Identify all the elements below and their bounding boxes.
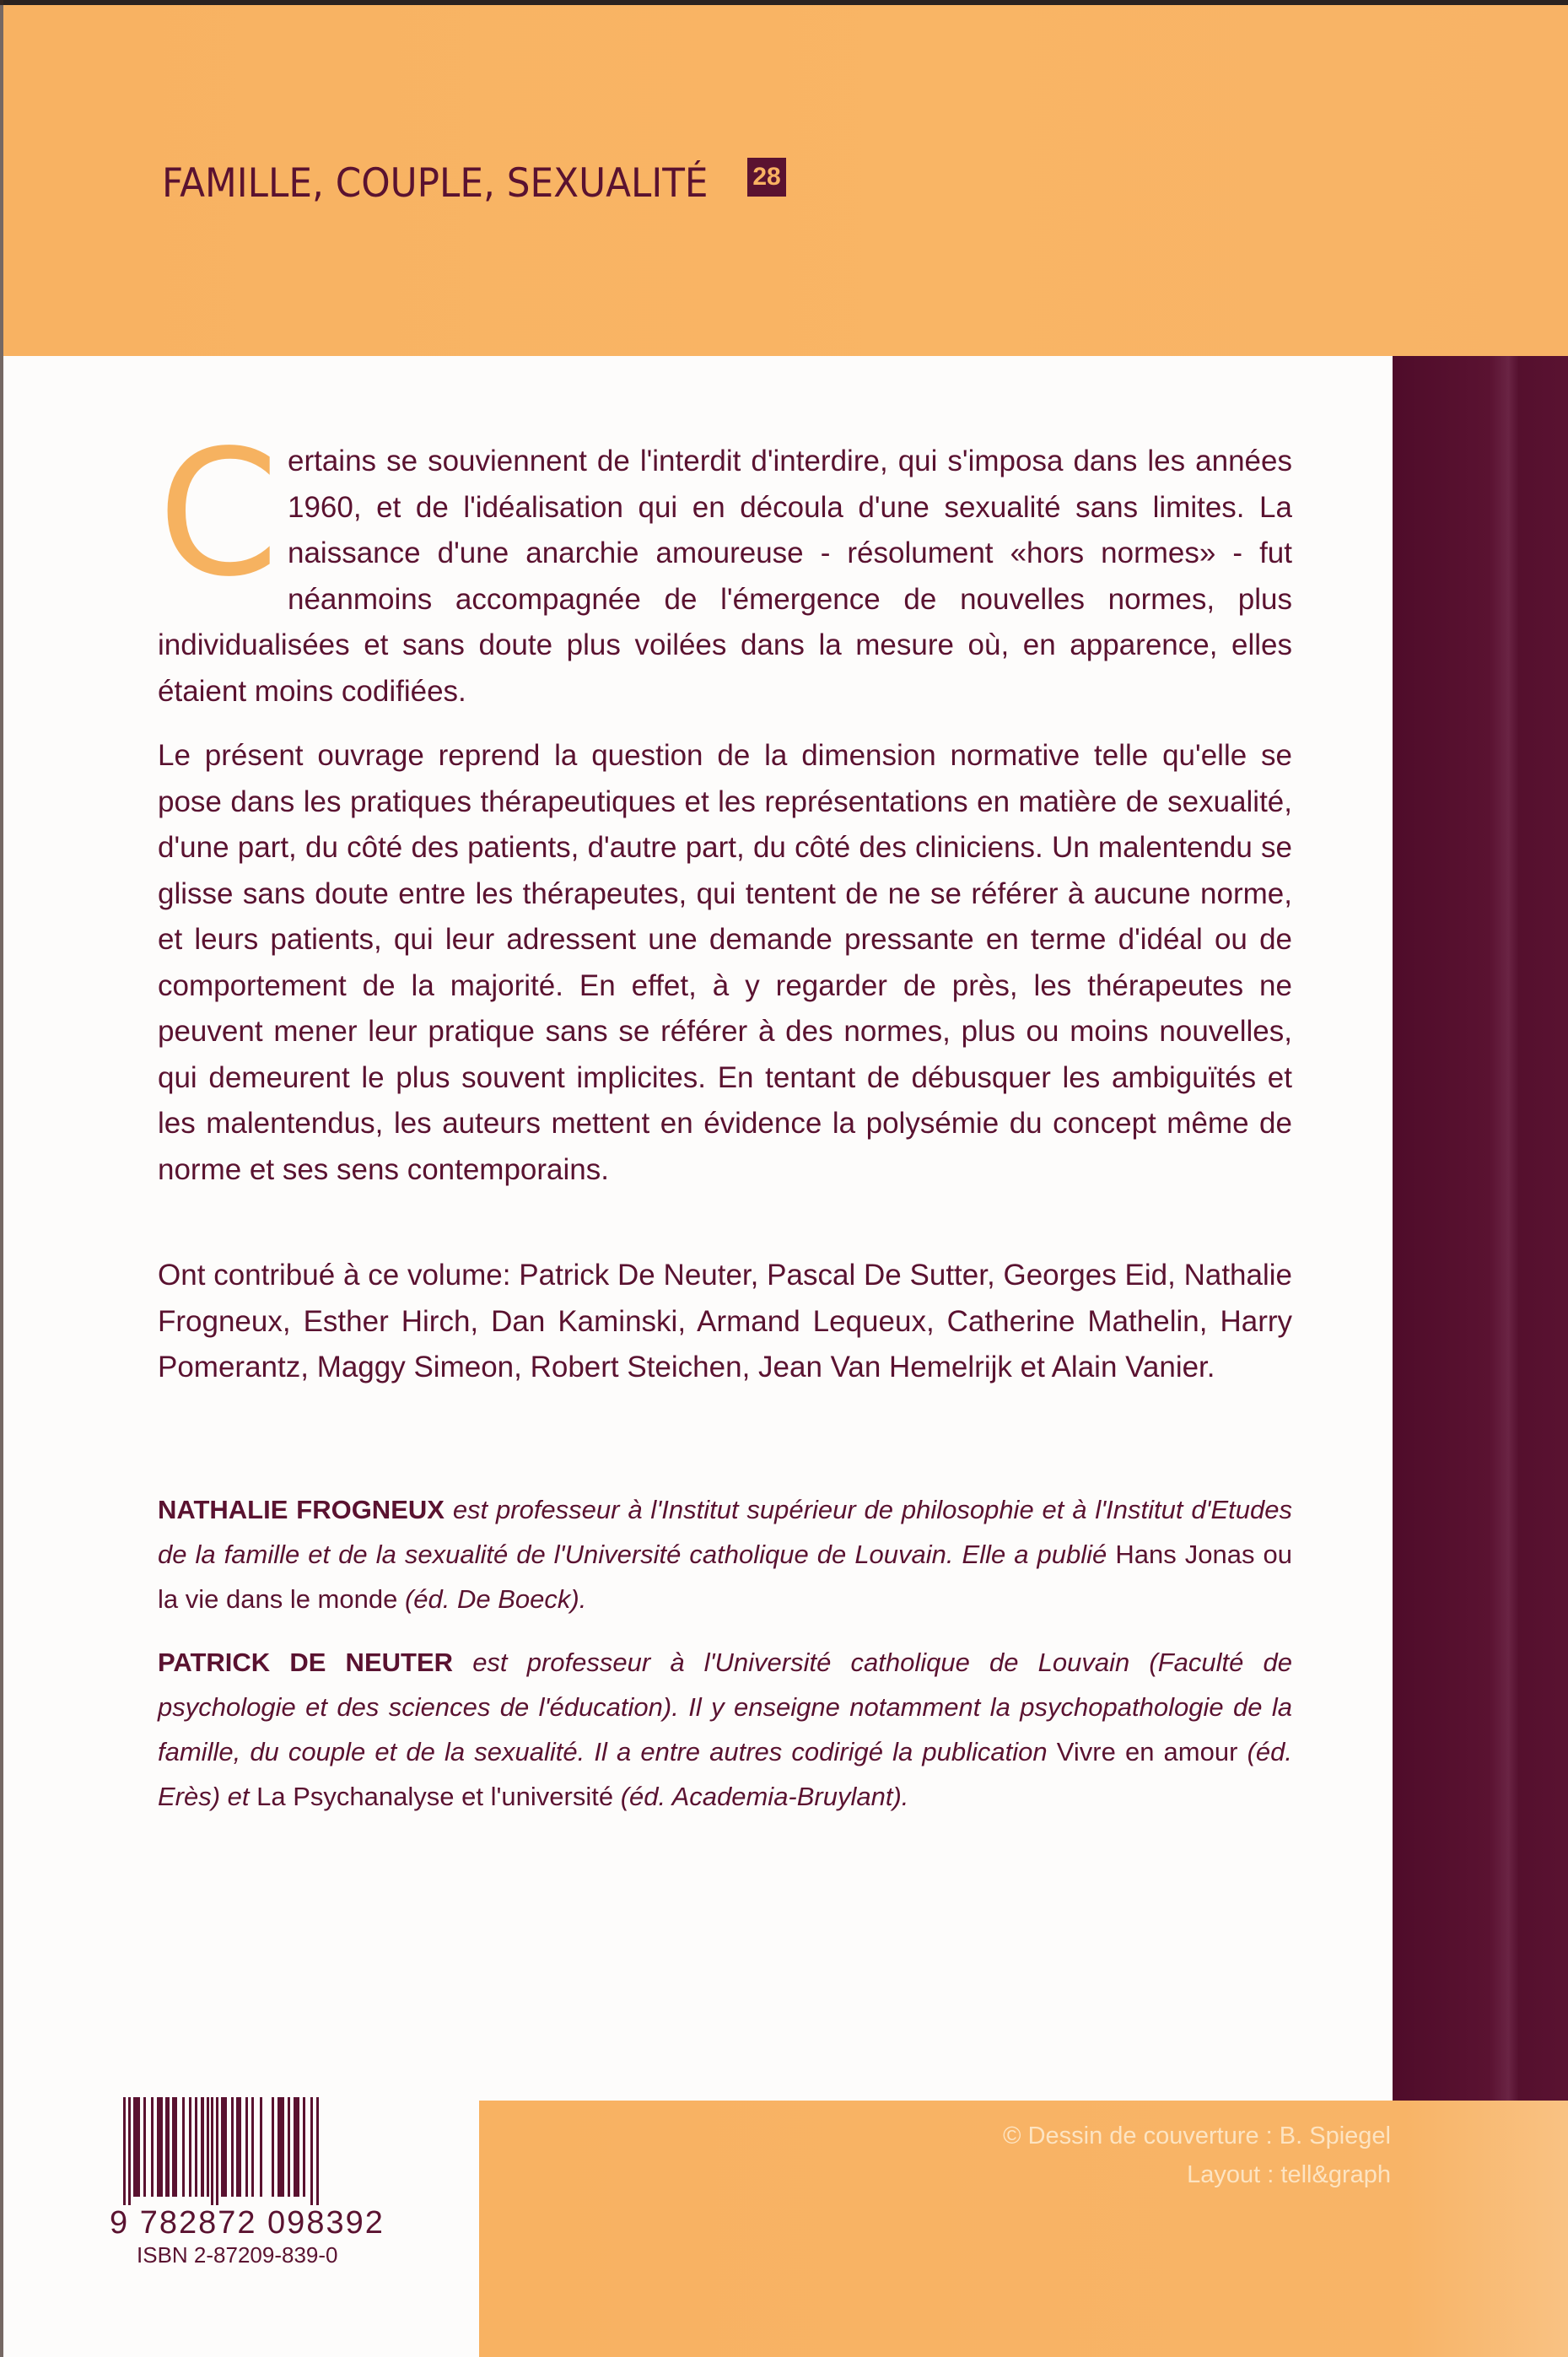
maroon-side-band bbox=[1393, 356, 1568, 2101]
blurb-paragraph-1 bbox=[158, 413, 1292, 715]
book-title: Hans Jonas ou la vie dans le monde bbox=[158, 1539, 1292, 1614]
series-title: FAMILLE, COUPLE, SEXUALITÉ bbox=[162, 160, 709, 207]
isbn-label: ISBN 2-87209-839-0 bbox=[137, 2242, 338, 2268]
bio-text: est professeur à l'Université catholique de Louvain (Faculté de psychologie et des sciences de l'éducation). Il y enseigne notamment la psychopathologie de la famille, du couple et de la sexualité. Il a entre autres codirigé la publication bbox=[158, 1647, 1293, 1766]
series-header-band bbox=[3, 5, 1568, 356]
back-cover-text bbox=[158, 413, 1293, 1819]
drop-cap: C bbox=[158, 413, 279, 615]
credits-band bbox=[479, 2101, 1568, 2357]
bio-text: est professeur à l'Institut supérieur de philosophie et à l'Institut d'Etudes de la famille et de la sexualité de l'Université catholique de Louvain. Elle a publié bbox=[158, 1494, 1292, 1569]
cover-illustration-credit: © Dessin de couverture : B. Spiegel bbox=[1003, 2122, 1391, 2149]
bio-text: (éd. Academia-Bruylant). bbox=[620, 1781, 909, 1811]
barcode-icon bbox=[123, 2097, 322, 2205]
blurb-paragraph-2: Le présent ouvrage reprend la question de la dimension normative telle qu'elle se pose dans les pratiques thérapeutiques et les représentations en matière de sexualité, d'une part, du côté des patients, d'autre part, du côté des cliniciens. Un malentendu se glisse sans doute entre les thérapeutes, qui tentent de ne se référer à aucune norme, et leurs patients, qui leur adressent une demande pressante en terme d'idéal ou de comportement de la majorité. En effet, à y regarder de près, les thérapeutes ne peuvent mener leur pratique sans se référer à des normes, plus ou moins nouvelles, qui demeurent le plus souvent implicites. En tentant de débusquer les ambiguïtés et les malentendus, les auteurs mettent en évidence la polysémie du concept même de norme et ses sens contemporains. bbox=[158, 739, 1292, 1186]
book-title: Vivre en amour bbox=[1056, 1736, 1238, 1766]
author-name: PATRICK DE NEUTER bbox=[158, 1647, 454, 1677]
author-bio-frogneux bbox=[158, 1487, 1292, 1621]
layout-credit: Layout : tell&graph bbox=[1187, 2161, 1391, 2188]
bio-text: (éd. Erès) et bbox=[158, 1736, 1292, 1811]
author-bio-de-neuter bbox=[158, 1640, 1292, 1819]
scan-left-edge bbox=[0, 0, 3, 2357]
series-number-badge: 28 bbox=[747, 158, 786, 197]
barcode-number: 9 782872 098392 bbox=[110, 2205, 385, 2241]
book-title: La Psychanalyse et l'université bbox=[256, 1781, 614, 1811]
contributors-paragraph: Ont contribué à ce volume: Patrick De Neuter, Pascal De Sutter, Georges Eid, Nathalie Frogneux, Esther Hirch, Dan Kaminski, Armand Lequeux, Catherine Mathelin, Harry Pomerantz, Maggy Simeon, Robert Steichen, Jean Van Hemelrijk et Alain Vanier. bbox=[158, 1259, 1292, 1383]
blurb-paragraph-1-text: ertains se souviennent de l'interdit d'interdire, qui s'imposa dans les années 1960, et de l'idéalisation qui en découla d'une sexualité sans limites. La naissance d'une anarchie amoureuse - résolument «hors normes» - fut néanmoins accompagnée de l'émergence de nouvelles normes, plus individualisées et sans doute plus voilées dans la mesure où, en apparence, elles étaient moins codifiées. bbox=[158, 445, 1292, 708]
bio-text: (éd. De Boeck). bbox=[404, 1583, 587, 1614]
author-name: NATHALIE FROGNEUX bbox=[158, 1494, 445, 1524]
